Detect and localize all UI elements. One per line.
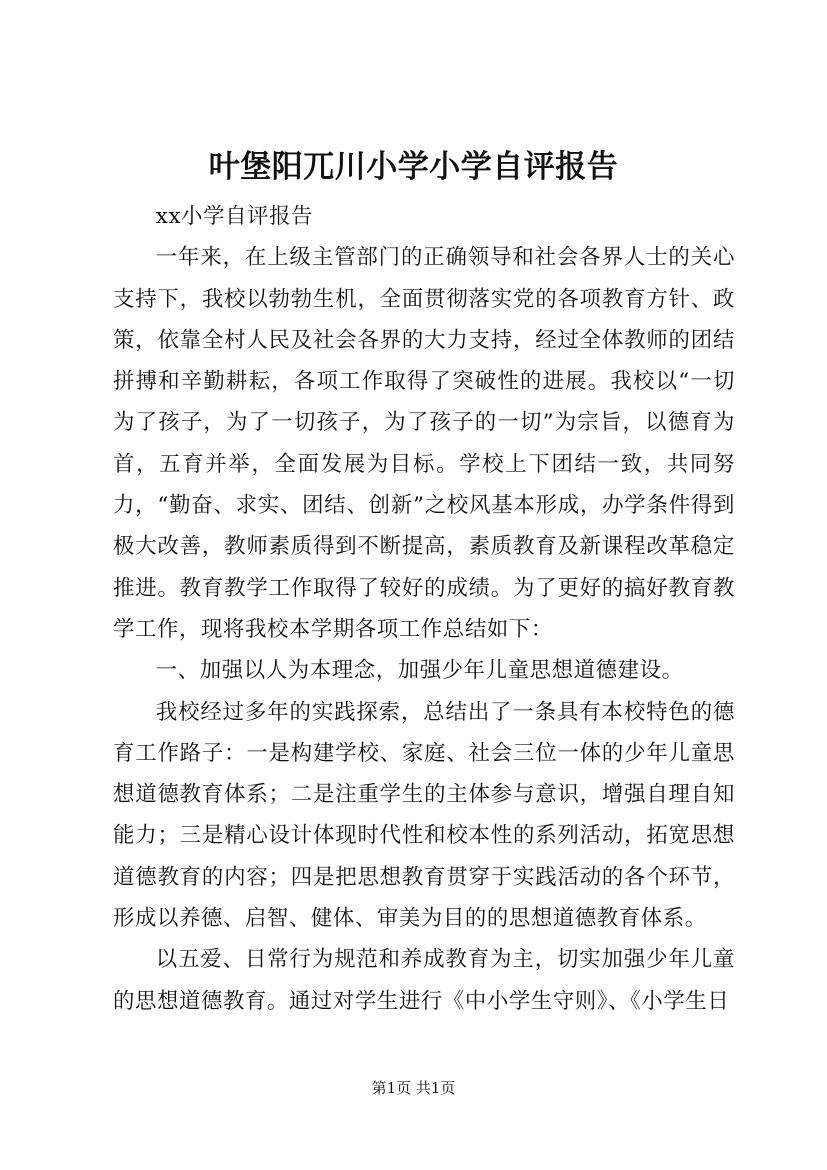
body-paragraph-five-loves: 以五爱、日常行为规范和养成教育为主，切实加强少年儿童的思想道德教育。通过对学生进行《中小学生守则》、《小学生日 [113,947,735,1014]
body-paragraph-intro: 一年来，在上级主管部门的正确领导和社会各界人士的关心支持下，我校以勃勃生机，全面贯彻落实党的各项教育方针、政策，依靠全村人民及社会各界的大力支持，经过全体教师的团结拼搏和辛勤耕耘，各项工作取得了突破性的进展。我校以“一切为了孩子，为了一切孩子，为了孩子的一切”为宗旨，以德育为首，五育并举，全面发展为目标。学校上下团结一致，共同努力，“勤奋、求实、团结、创新”之校风基本形成，办学条件得到极大改善，教师素质得到不断提高，素质教育及新课程改革稳定推进。教育教学工作取得了较好的成绩。为了更好的搞好教育教学工作，现将我校本学期各项工作总结如下： [113,245,735,642]
subtitle-paragraph: xx小学自评报告 [155,204,314,229]
body-paragraph-moral-education: 我校经过多年的实践探索，总结出了一条具有本校特色的德育工作路子：一是构建学校、家庭、社会三位一体的少年儿童思想道德教育体系；二是注重学生的主体参与意识，增强自理自知能力；三是精心设计体现时代性和校本性的系列活动，拓宽思想道德教育的内容；四是把思想教育贯穿于实践活动的各个环节，形成以养德、启智、健体、审美为目的的思想道德教育体系。 [113,699,735,932]
section-heading-1: 一、加强以人为本理念，加强少年儿童思想道德建设。 [155,658,684,684]
page-number-footer: 第1页 共1页 [371,1079,456,1097]
document-body [113,196,735,1022]
document-title: 叶堡阳兀川小学小学自评报告 [208,149,619,185]
